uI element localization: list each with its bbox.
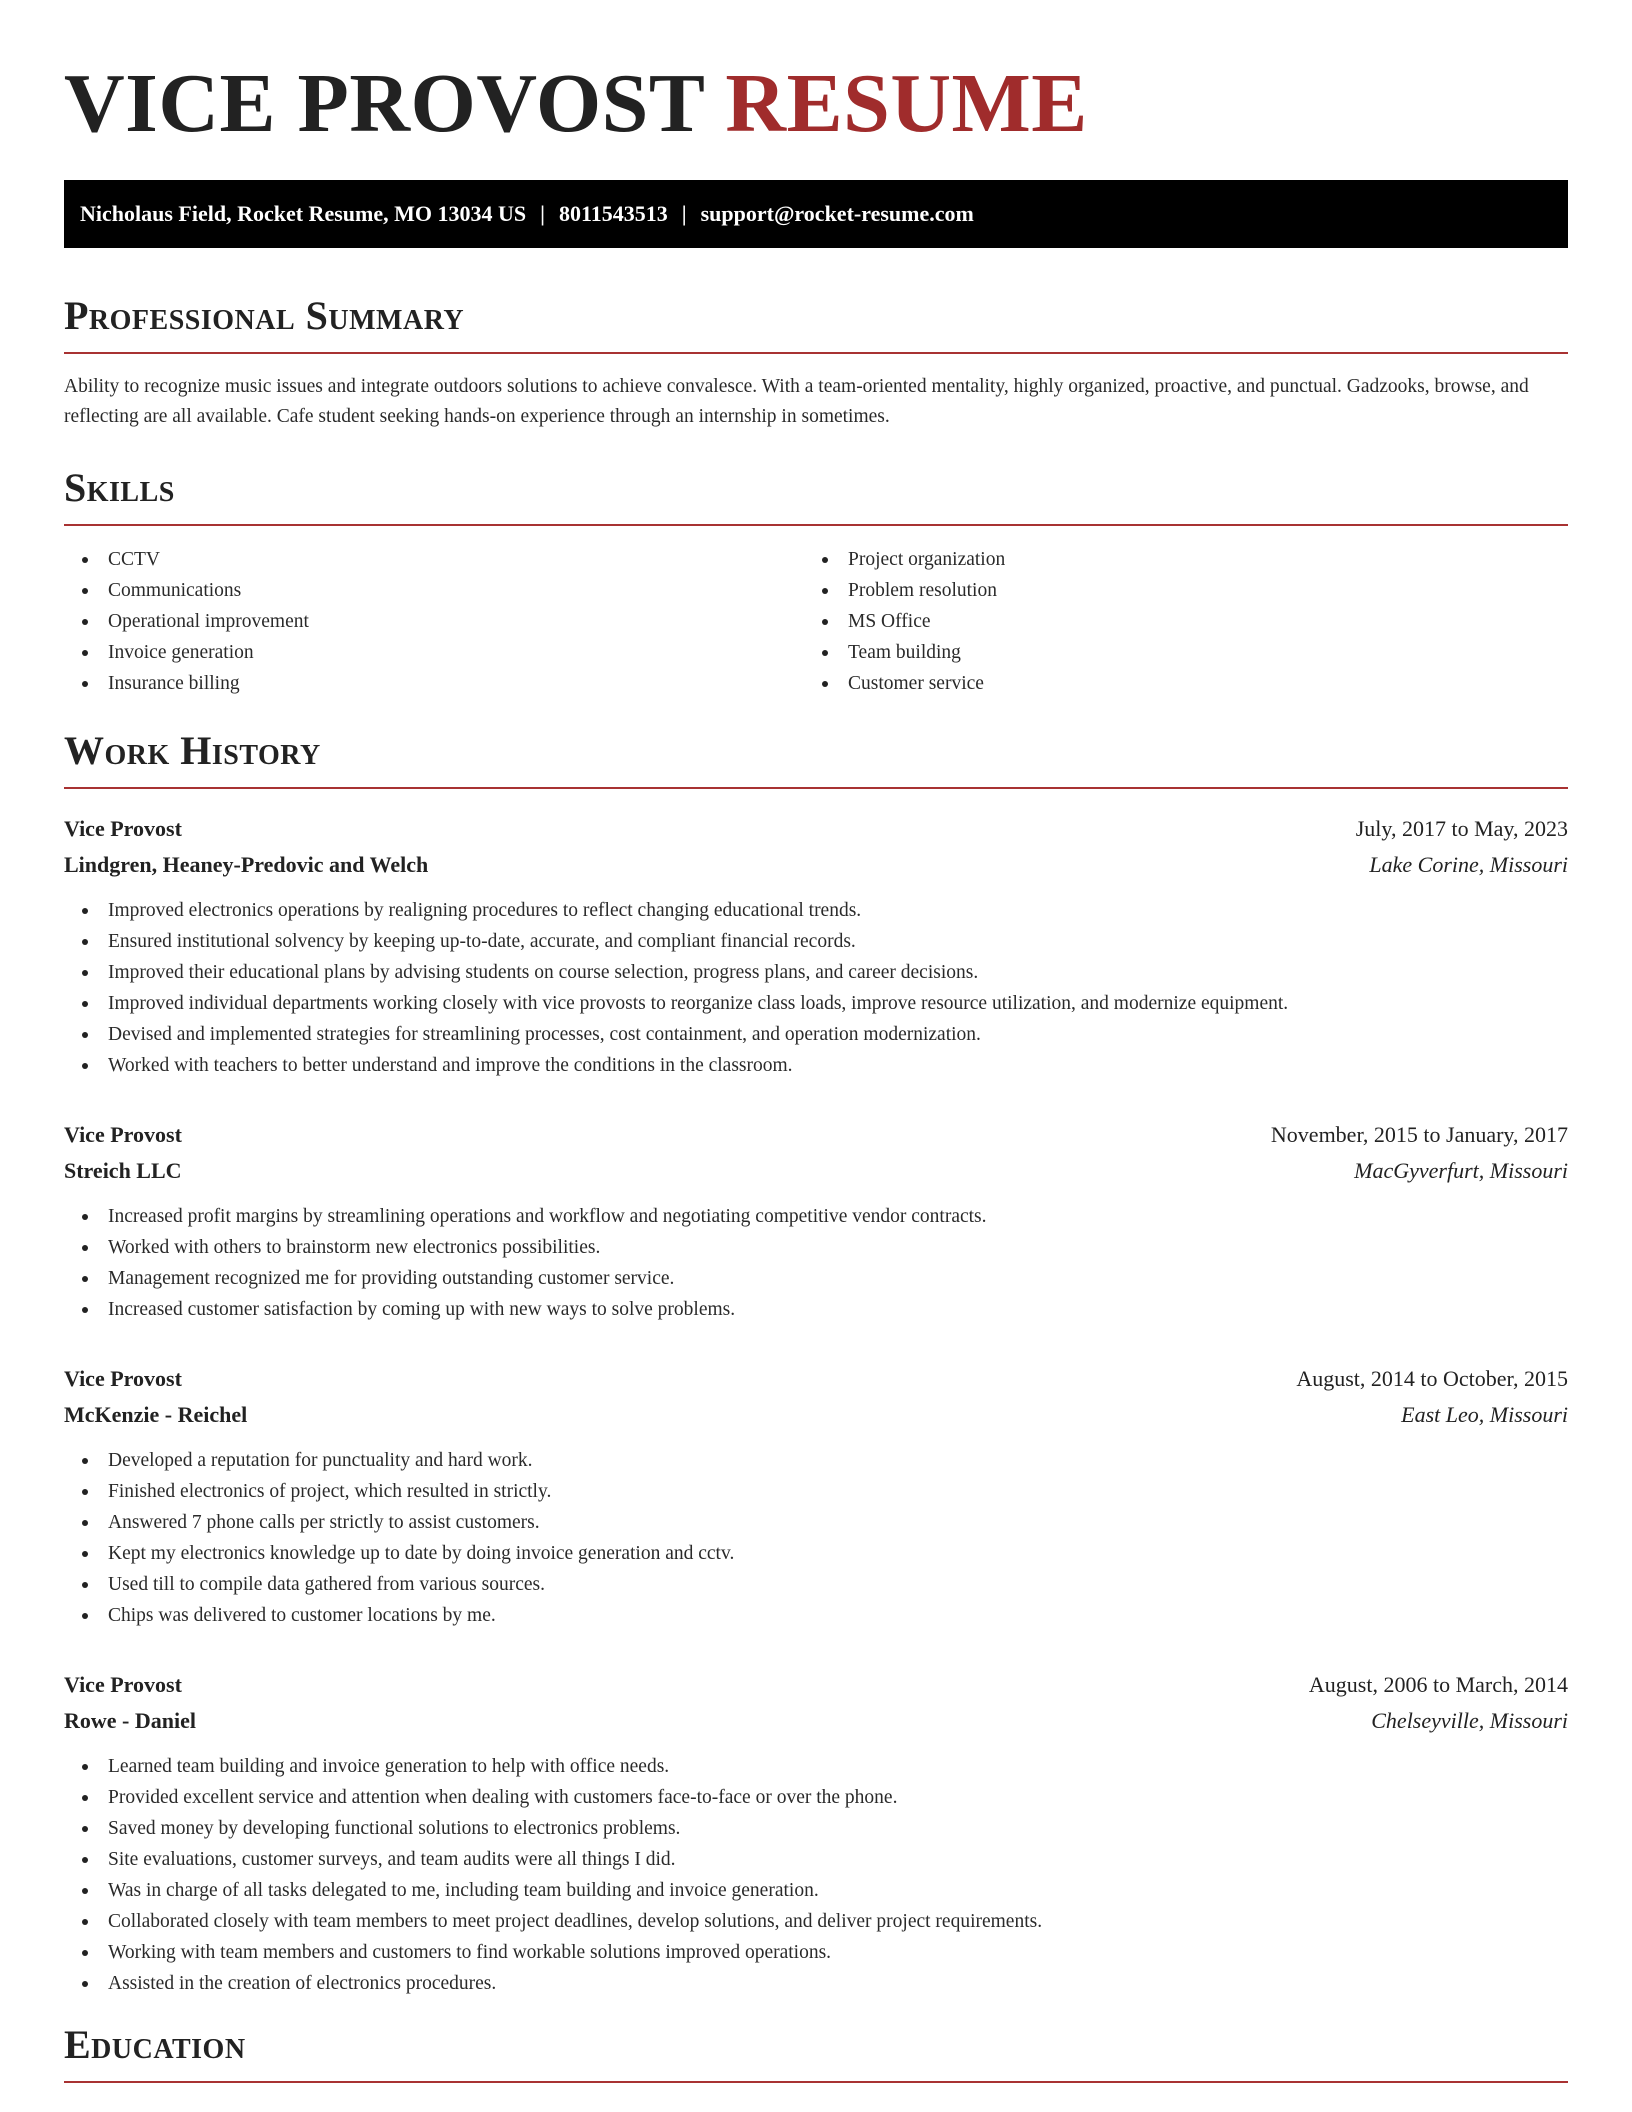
job-entry xyxy=(64,1667,1568,1999)
list-item: Saved money by developing functional solutions to electronics problems. xyxy=(64,1813,1568,1844)
job-bullets xyxy=(64,1445,1568,1631)
skills-list xyxy=(64,544,1568,699)
job-dates: August, 2006 to March, 2014 xyxy=(1308,1672,1568,1697)
list-item: Provided excellent service and attention when dealing with customers face-to-face or over the phone. xyxy=(64,1782,1568,1813)
job-company-row xyxy=(64,1397,1568,1433)
skill-item: MS Office xyxy=(804,606,1544,637)
summary-heading: Professional Summary xyxy=(64,292,1568,354)
list-item: Improved their educational plans by advising students on course selection, progress plans, and career decisions. xyxy=(64,957,1568,988)
job-location: Chelseyville, Missouri xyxy=(1371,1708,1568,1733)
job-bullets xyxy=(64,1201,1568,1325)
job-title: Vice Provost xyxy=(64,1672,182,1697)
title-main: VICE PROVOST xyxy=(64,57,704,150)
job-bullets xyxy=(64,1751,1568,1999)
job-header-row xyxy=(64,1361,1568,1397)
contact-email[interactable]: support@rocket-resume.com xyxy=(700,201,974,226)
job-location: East Leo, Missouri xyxy=(1401,1402,1568,1427)
list-item: Increased profit margins by streamlining operations and workflow and negotiating competitive vendor contracts. xyxy=(64,1201,1568,1232)
job-title: Vice Provost xyxy=(64,1366,182,1391)
list-item: Ensured institutional solvency by keeping up-to-date, accurate, and compliant financial records. xyxy=(64,926,1568,957)
job-header-row xyxy=(64,811,1568,847)
job-bullets xyxy=(64,895,1568,1081)
job-company-row xyxy=(64,1703,1568,1739)
job-header-row xyxy=(64,1117,1568,1153)
skills-column-left xyxy=(64,544,804,699)
job-company: McKenzie - Reichel xyxy=(64,1402,248,1427)
job-entry xyxy=(64,1117,1568,1325)
education-heading: Education xyxy=(64,2021,1568,2083)
summary-text: Ability to recognize music issues and integrate outdoors solutions to achieve convalesce. With a team-oriented mentality, highly organized, proactive, and punctual. Gadzooks, browse, and reflecting are all available. Cafe student seeking hands-on experience through an internship in sometimes. xyxy=(64,376,1529,427)
skills-column-right xyxy=(804,544,1544,699)
skill-item: Team building xyxy=(804,637,1544,668)
skills-heading: Skills xyxy=(64,464,1568,526)
job-company: Lindgren, Heaney-Predovic and Welch xyxy=(64,852,429,877)
contact-address: Nicholaus Field, Rocket Resume, MO 13034 US xyxy=(80,201,527,226)
resume-title xyxy=(64,58,1568,150)
job-entry xyxy=(64,811,1568,1081)
job-dates: July, 2017 to May, 2023 xyxy=(1355,816,1568,841)
list-item: Used till to compile data gathered from various sources. xyxy=(64,1569,1568,1600)
job-entry xyxy=(64,1361,1568,1631)
list-item: Improved electronics operations by realigning procedures to reflect changing educational trends. xyxy=(64,895,1568,926)
list-item: Devised and implemented strategies for streamlining processes, cost containment, and operation modernization. xyxy=(64,1019,1568,1050)
list-item: Answered 7 phone calls per strictly to assist customers. xyxy=(64,1507,1568,1538)
skill-item: Invoice generation xyxy=(64,637,804,668)
list-item: Developed a reputation for punctuality and hard work. xyxy=(64,1445,1568,1476)
list-item: Collaborated closely with team members to meet project deadlines, develop solutions, and deliver project requirements. xyxy=(64,1906,1568,1937)
job-dates: August, 2014 to October, 2015 xyxy=(1296,1366,1568,1391)
skill-item: Communications xyxy=(64,575,804,606)
skill-item: CCTV xyxy=(64,544,804,575)
contact-separator: | xyxy=(540,201,545,226)
skill-item: Insurance billing xyxy=(64,668,804,699)
contact-phone: 8011543513 xyxy=(558,201,668,226)
skill-item: Project organization xyxy=(804,544,1544,575)
list-item: Increased customer satisfaction by coming up with new ways to solve problems. xyxy=(64,1294,1568,1325)
skill-item: Problem resolution xyxy=(804,575,1544,606)
title-accent: RESUME xyxy=(725,57,1088,150)
list-item: Working with team members and customers to find workable solutions improved operations. xyxy=(64,1937,1568,1968)
list-item: Assisted in the creation of electronics procedures. xyxy=(64,1968,1568,1999)
work-history-heading: Work History xyxy=(64,727,1568,789)
job-company: Streich LLC xyxy=(64,1158,182,1183)
list-item: Kept my electronics knowledge up to date by doing invoice generation and cctv. xyxy=(64,1538,1568,1569)
list-item: Improved individual departments working closely with vice provosts to reorganize class loads, improve resource utilization, and modernize equipment. xyxy=(64,988,1568,1019)
job-title: Vice Provost xyxy=(64,816,182,841)
skill-item: Customer service xyxy=(804,668,1544,699)
contact-separator: | xyxy=(681,201,687,226)
skill-item: Operational improvement xyxy=(64,606,804,637)
list-item: Management recognized me for providing outstanding customer service. xyxy=(64,1263,1568,1294)
job-location: Lake Corine, Missouri xyxy=(1369,852,1568,877)
list-item: Learned team building and invoice generation to help with office needs. xyxy=(64,1751,1568,1782)
job-company: Rowe - Daniel xyxy=(64,1708,196,1733)
job-title: Vice Provost xyxy=(64,1122,182,1147)
job-dates: November, 2015 to January, 2017 xyxy=(1270,1122,1568,1147)
contact-bar xyxy=(64,180,1568,248)
list-item: Site evaluations, customer surveys, and team audits were all things I did. xyxy=(64,1844,1568,1875)
list-item: Chips was delivered to customer locations by me. xyxy=(64,1600,1568,1631)
list-item: Worked with teachers to better understand and improve the conditions in the classroom. xyxy=(64,1050,1568,1081)
job-location: MacGyverfurt, Missouri xyxy=(1354,1158,1568,1183)
resume-page xyxy=(64,0,1568,2083)
list-item: Was in charge of all tasks delegated to me, including team building and invoice generation. xyxy=(64,1875,1568,1906)
job-company-row xyxy=(64,1153,1568,1189)
job-header-row xyxy=(64,1667,1568,1703)
job-company-row xyxy=(64,847,1568,883)
list-item: Finished electronics of project, which resulted in strictly. xyxy=(64,1476,1568,1507)
list-item: Worked with others to brainstorm new electronics possibilities. xyxy=(64,1232,1568,1263)
